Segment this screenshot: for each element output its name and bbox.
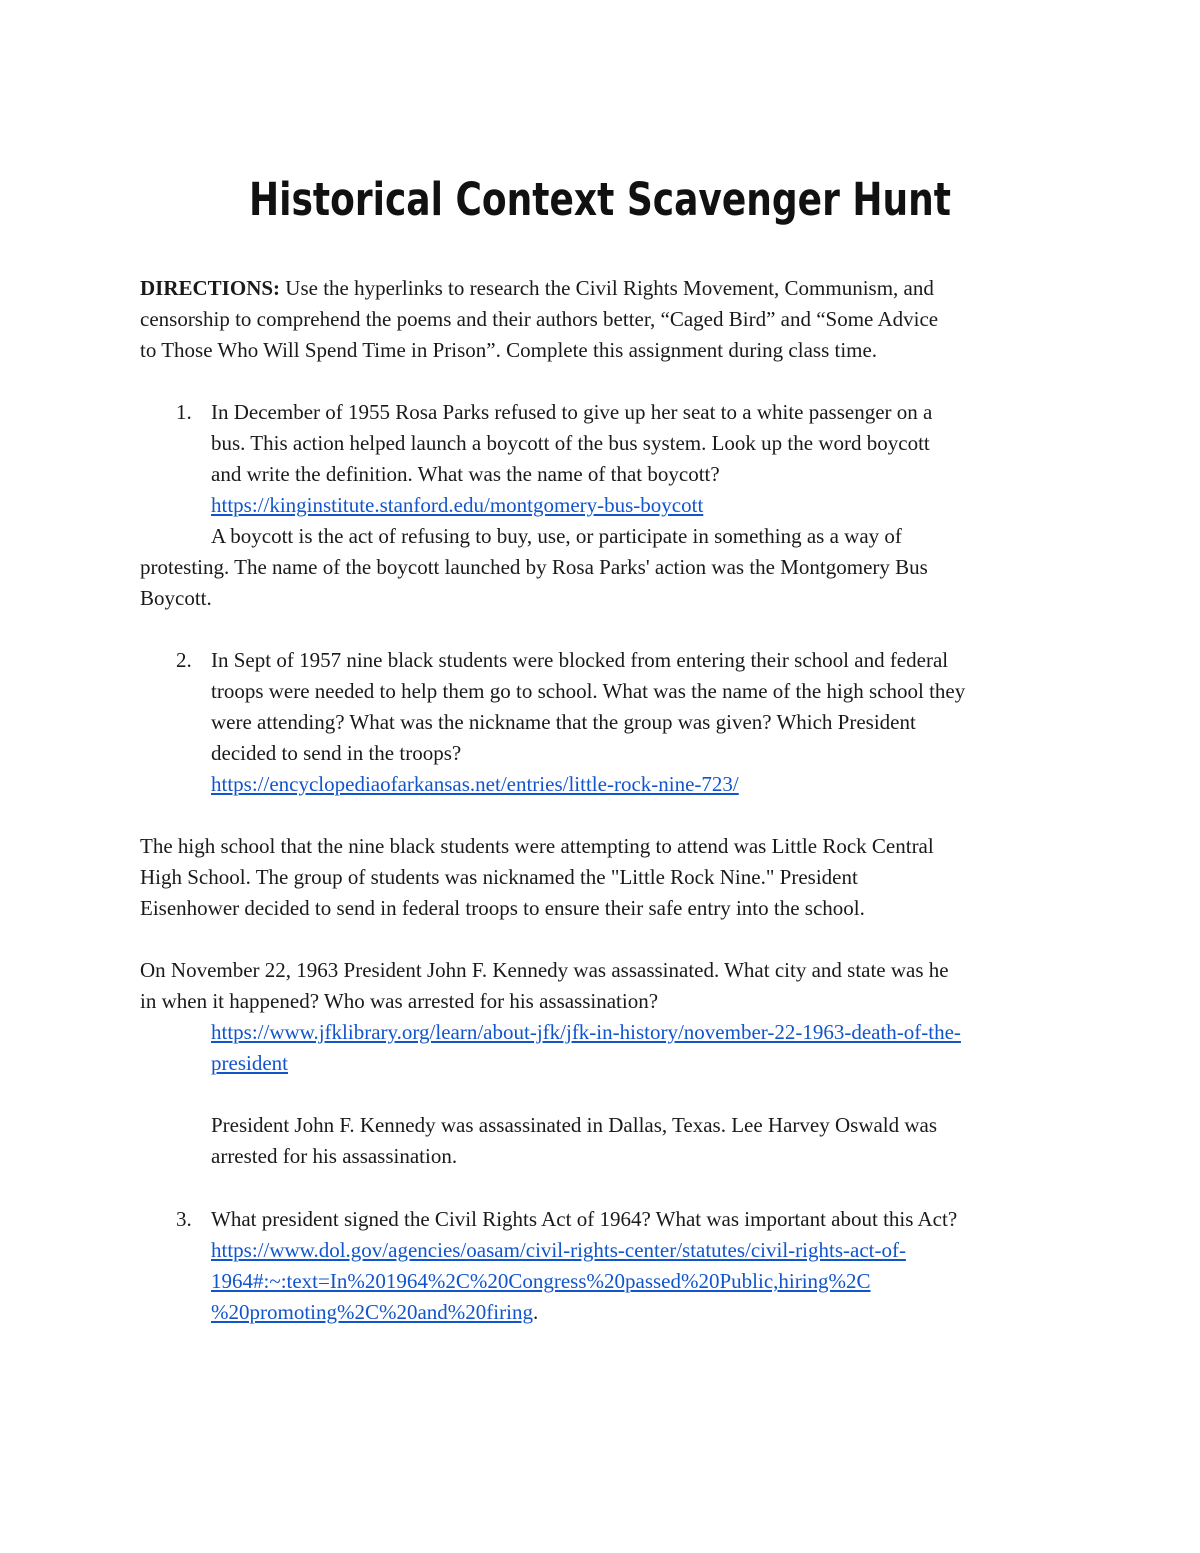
question-3-trailing-period: . [532,1300,539,1324]
question-3-number: 3. [176,1207,192,1231]
answer-jfk-text-1: President John F. Kennedy was assassinated in Dallas, Texas. Lee Harvey Oswald was [211,1113,938,1137]
question-1-text-2: bus. This action helped launch a boycott of the bus system. Look up the word boycott [211,431,930,455]
question-jfk-text-1: On November 22, 1963 President John F. Kennedy was assassinated. What city and state was he [140,958,949,982]
question-1-text-3: and write the definition. What was the name of that boycott? [211,462,720,486]
answer-jfk-text-2: arrested for his assassination. [211,1144,458,1168]
answer-2-text-2: High School. The group of students was nicknamed the "Little Rock Nine." President [140,865,858,889]
question-1 [140,397,1070,614]
directions-label: DIRECTIONS: [140,276,281,300]
question-jfk [140,955,1070,1172]
directions-paragraph [140,273,1070,366]
answer-2-text-1: The high school that the nine black students were attempting to attend was Little Rock Central [140,834,934,858]
question-jfk-link-2[interactable]: president [211,1051,288,1075]
question-1-text-1: In December of 1955 Rosa Parks refused to give up her seat to a white passenger on a [211,400,933,424]
directions-text-2: censorship to comprehend the poems and their authors better, “Caged Bird” and “Some Advice [140,307,939,331]
question-2-link[interactable]: https://encyclopediaofarkansas.net/entries/little-rock-nine-723/ [211,772,739,796]
directions-text-3: to Those Who Will Spend Time in Prison”. Complete this assignment during class time. [140,338,878,362]
question-3 [140,1204,1070,1328]
question-jfk-link-1[interactable]: https://www.jfklibrary.org/learn/about-jfk/jfk-in-history/november-22-1963-death-of-the- [211,1020,961,1044]
answer-1-text-3: Boycott. [140,586,212,610]
question-3-link-2[interactable]: 1964#:~:text=In%201964%2C%20Congress%20passed%20Public,hiring%2C [211,1269,871,1293]
question-3-text: What president signed the Civil Rights Act of 1964? What was important about this Act? [211,1207,958,1231]
question-2-text-1: In Sept of 1957 nine black students were blocked from entering their school and federal [211,648,949,672]
question-3-link-3[interactable]: %20promoting%2C%20and%20firing [211,1300,533,1324]
question-2 [140,645,1070,800]
question-2-text-2: troops were needed to help them go to school. What was the name of the high school they [211,679,966,703]
question-2-text-4: decided to send in the troops? [211,741,462,765]
answer-1-text-1: A boycott is the act of refusing to buy, use, or participate in something as a way of [211,524,902,548]
question-3-link-1[interactable]: https://www.dol.gov/agencies/oasam/civil-rights-center/statutes/civil-rights-act-of- [211,1238,906,1262]
answer-2-text-3: Eisenhower decided to send in federal troops to ensure their safe entry into the school. [140,896,865,920]
answer-1-text-2: protesting. The name of the boycott launched by Rosa Parks' action was the Montgomery Bus [140,555,928,579]
question-1-link[interactable]: https://kinginstitute.stanford.edu/montgomery-bus-boycott [211,493,704,517]
answer-2 [140,831,1070,924]
question-jfk-text-2: in when it happened? Who was arrested for his assassination? [140,989,659,1013]
page-title: Historical Context Scavenger Hunt [249,173,951,226]
question-1-number: 1. [176,400,192,424]
question-2-text-3: were attending? What was the nickname that the group was given? Which President [211,710,916,734]
directions-text-1: Use the hyperlinks to research the Civil Rights Movement, Communism, and [280,276,934,300]
question-2-number: 2. [176,648,192,672]
